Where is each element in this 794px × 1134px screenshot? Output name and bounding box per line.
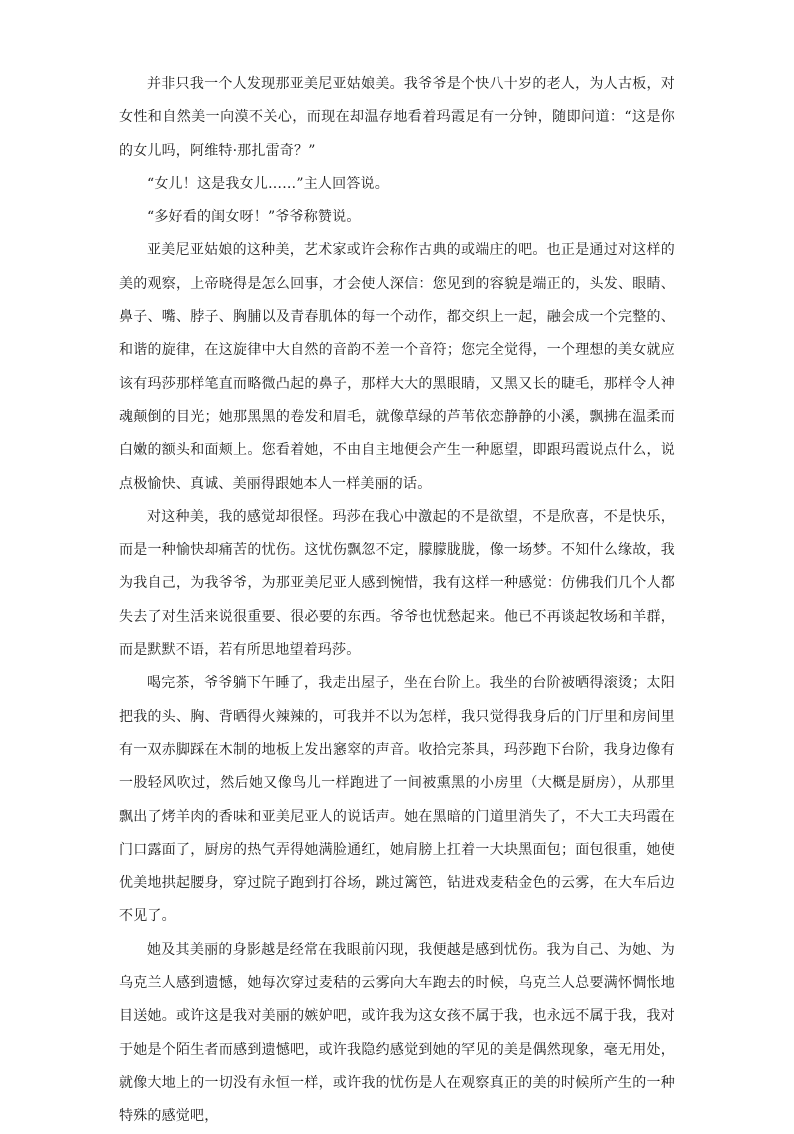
paragraph-2: “女儿！这是我女儿……”主人回答说。 [147,175,389,192]
paragraph-6: 喝完茶，爷爷躺下午睡了，我走出屋子，坐在台阶上。我坐的台阶被晒得滚烫；太阳把我的头、胸、背晒得火辣辣的，可我并不以为怎样，我只觉得我身后的门厅里和房间里有一双赤脚踩在木制的地板上发出窸窣的声音。收拾完茶具，玛莎跑下台阶，我身边像有一股轻风吹过，然后她又像鸟儿一样跑进了一间被熏黑的小房里（大概是厨房），从那里飘出了烤羊肉的香味和亚美尼亚人的说话声。她在黑暗的门道里消失了，不大工夫玛霞在门口露面了，厨房的热气弄得她满脸通红，她肩膀上扛着一大块黑面包；面包很重，她使优美地拱起腰身，穿过院子跑到打谷场，跳过篱笆，钻进戏麦秸金色的云雾，在大车后边不见了。 [119,675,675,925]
paragraph-5: 对这种美，我的感觉却很怪。玛莎在我心中激起的不是欲望，不是欣喜，不是快乐，而是一种愉快却痛苦的忧伤。这忧伤飘忽不定，朦朦胧胧，像一场梦。不知什么缘故，我为我自己，为我爷爷，为那亚美尼亚人感到惋惜，我有这样一种感觉：仿佛我们几个人都失去了对生活来说很重要、很必要的东西。爷爷也忧愁起来。他已不再谈起牧场和羊群，而是默默不语，若有所思地望着玛莎。 [119,508,675,659]
paragraph-1: 并非只我一个人发现那亚美尼亚姑娘美。我爷爷是个快八十岁的老人，为人古板，对女性和自然美一向漠不关心，而现在却温存地看着玛霞足有一分钟，随即问道：“这是你的女儿吗，阿维特·那扎雷奇？” [119,76,675,159]
paragraph-7: 她及其美丽的身影越是经常在我眼前闪现，我便越是感到忧伤。我为自己、为她、为乌克兰人感到遗憾，她每次穿过麦秸的云雾向大车跑去的时候，乌克兰人总要满怀惆怅地目送她。或许这是我对美丽的嫉妒吧，或许我为这女孩不属于我，也永远不属于我，我对于她是个陌生者而感到遗憾吧，或许我隐约感觉到她的罕见的美是偶然现象，毫无用处，就像大地上的一切没有永恒一样，或许我的忧伤是人在观察真正的美的时候所产生的一种特殊的感觉吧， [119,941,675,1125]
paragraph-4: 亚美尼亚姑娘的这种美，艺术家或许会称作古典的或端庄的吧。也正是通过对这样的美的观察，上帝晓得是怎么回事，才会使人深信：您见到的容貌是端正的，头发、眼睛、鼻子、嘴、脖子、胸脯以及青春肌体的每一个动作，都交织上一起，融会成一个完整的、和谐的旋律，在这旋律中大自然的音韵不差一个音符；您完全觉得，一个理想的美女就应该有玛莎那样笔直而略微凸起的鼻子，那样大大的黑眼睛，又黑又长的睫毛，那样令人神魂颠倒的目光；她那黑黑的卷发和眉毛，就像草绿的芦苇依恋静静的小溪，飘拂在温柔而白嫩的额头和面颊上。您看着她，不由自主地便会产生一种愿望，即跟玛霞说点什么，说点极愉快、真诚、美丽得跟她本人一样美丽的话。 [119,242,675,492]
paragraph-3: “多好看的闺女呀！”爷爷称赞说。 [147,209,361,226]
article-body [119,68,675,1134]
